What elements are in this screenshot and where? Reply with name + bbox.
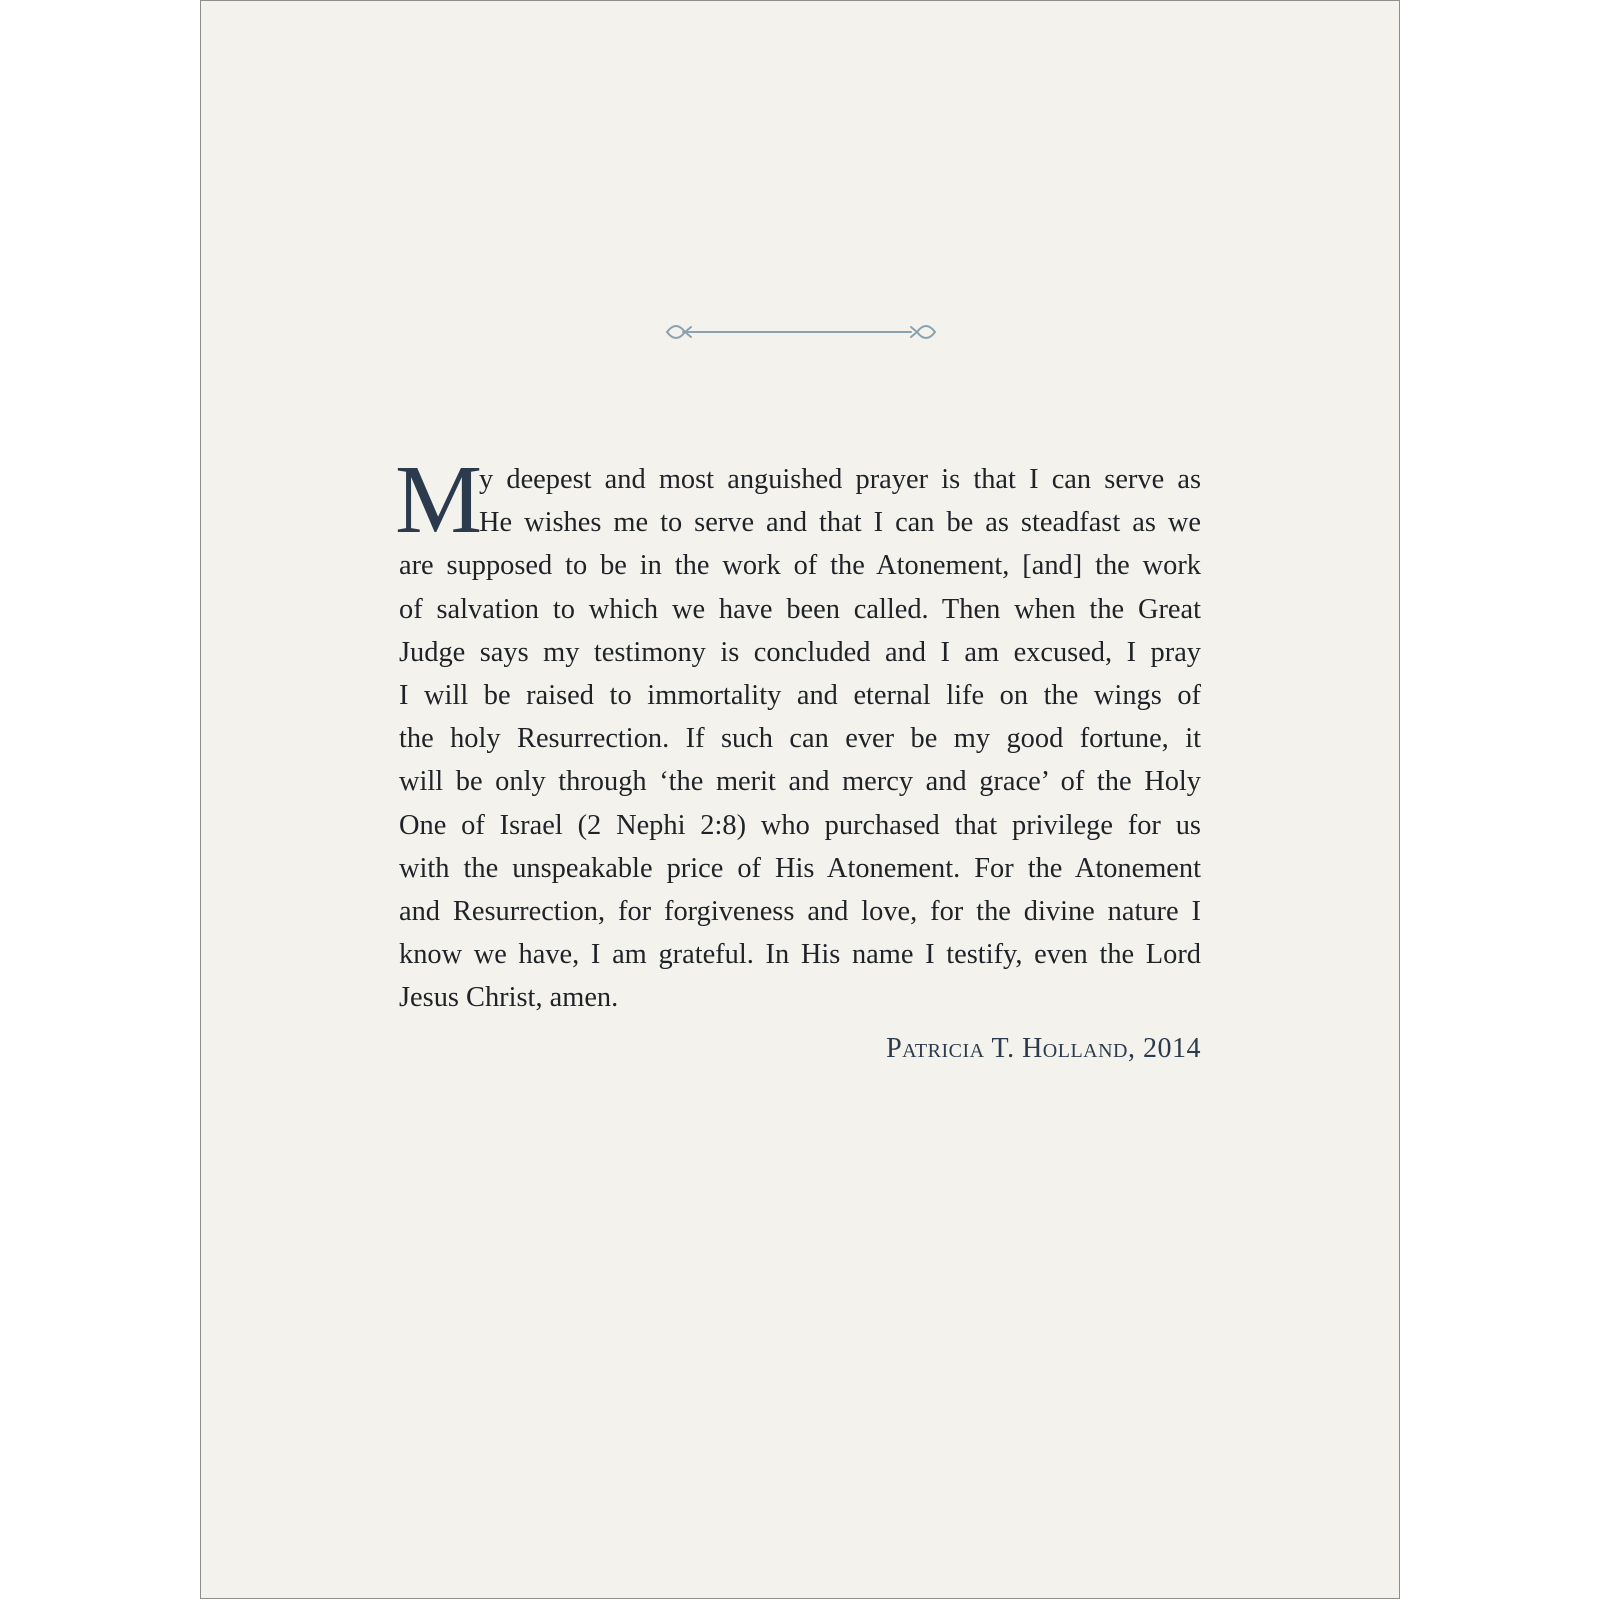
quote-line: He wishes me to serve and that I can be as steadfast as we	[479, 507, 1201, 539]
author-name: Patricia T. Holland	[886, 1033, 1128, 1064]
quote-body	[395, 446, 1201, 1019]
attribution	[701, 1029, 1201, 1069]
quote-line: are supposed to be in the work of the Atonement, [and] the work	[399, 550, 1201, 582]
quote-line: y deepest and most anguished prayer is that I can serve as	[479, 464, 1201, 495]
flourish-divider-icon	[665, 319, 937, 345]
quote-line: of salvation to which we have been called. Then when the Great	[399, 593, 1201, 625]
book-page	[200, 0, 1400, 1599]
quote-line: with the unspeakable price of His Atonement. For the Atonement	[399, 852, 1201, 884]
quote-line: One of Israel (2 Nephi 2:8) who purchased that privilege for us	[399, 809, 1201, 841]
quote-line: will be only through ‘the merit and mercy and grace’ of the Holy	[399, 766, 1201, 798]
quote-line: Jesus Christ, amen.	[399, 982, 619, 1014]
quote-line: I will be raised to immortality and eternal life on the wings of	[399, 679, 1201, 711]
quote-line: Judge says my testimony is concluded and I am excused, I pray	[399, 636, 1201, 668]
drop-cap: M	[395, 446, 483, 554]
quote-line: know we have, I am grateful. In His name I testify, even the Lord	[399, 939, 1201, 971]
quote-line: and Resurrection, for forgiveness and love, for the divine nature I	[399, 895, 1201, 927]
attribution-year: , 2014	[1128, 1033, 1201, 1064]
quote-line: the holy Resurrection. If such can ever be my good fortune, it	[399, 723, 1201, 755]
